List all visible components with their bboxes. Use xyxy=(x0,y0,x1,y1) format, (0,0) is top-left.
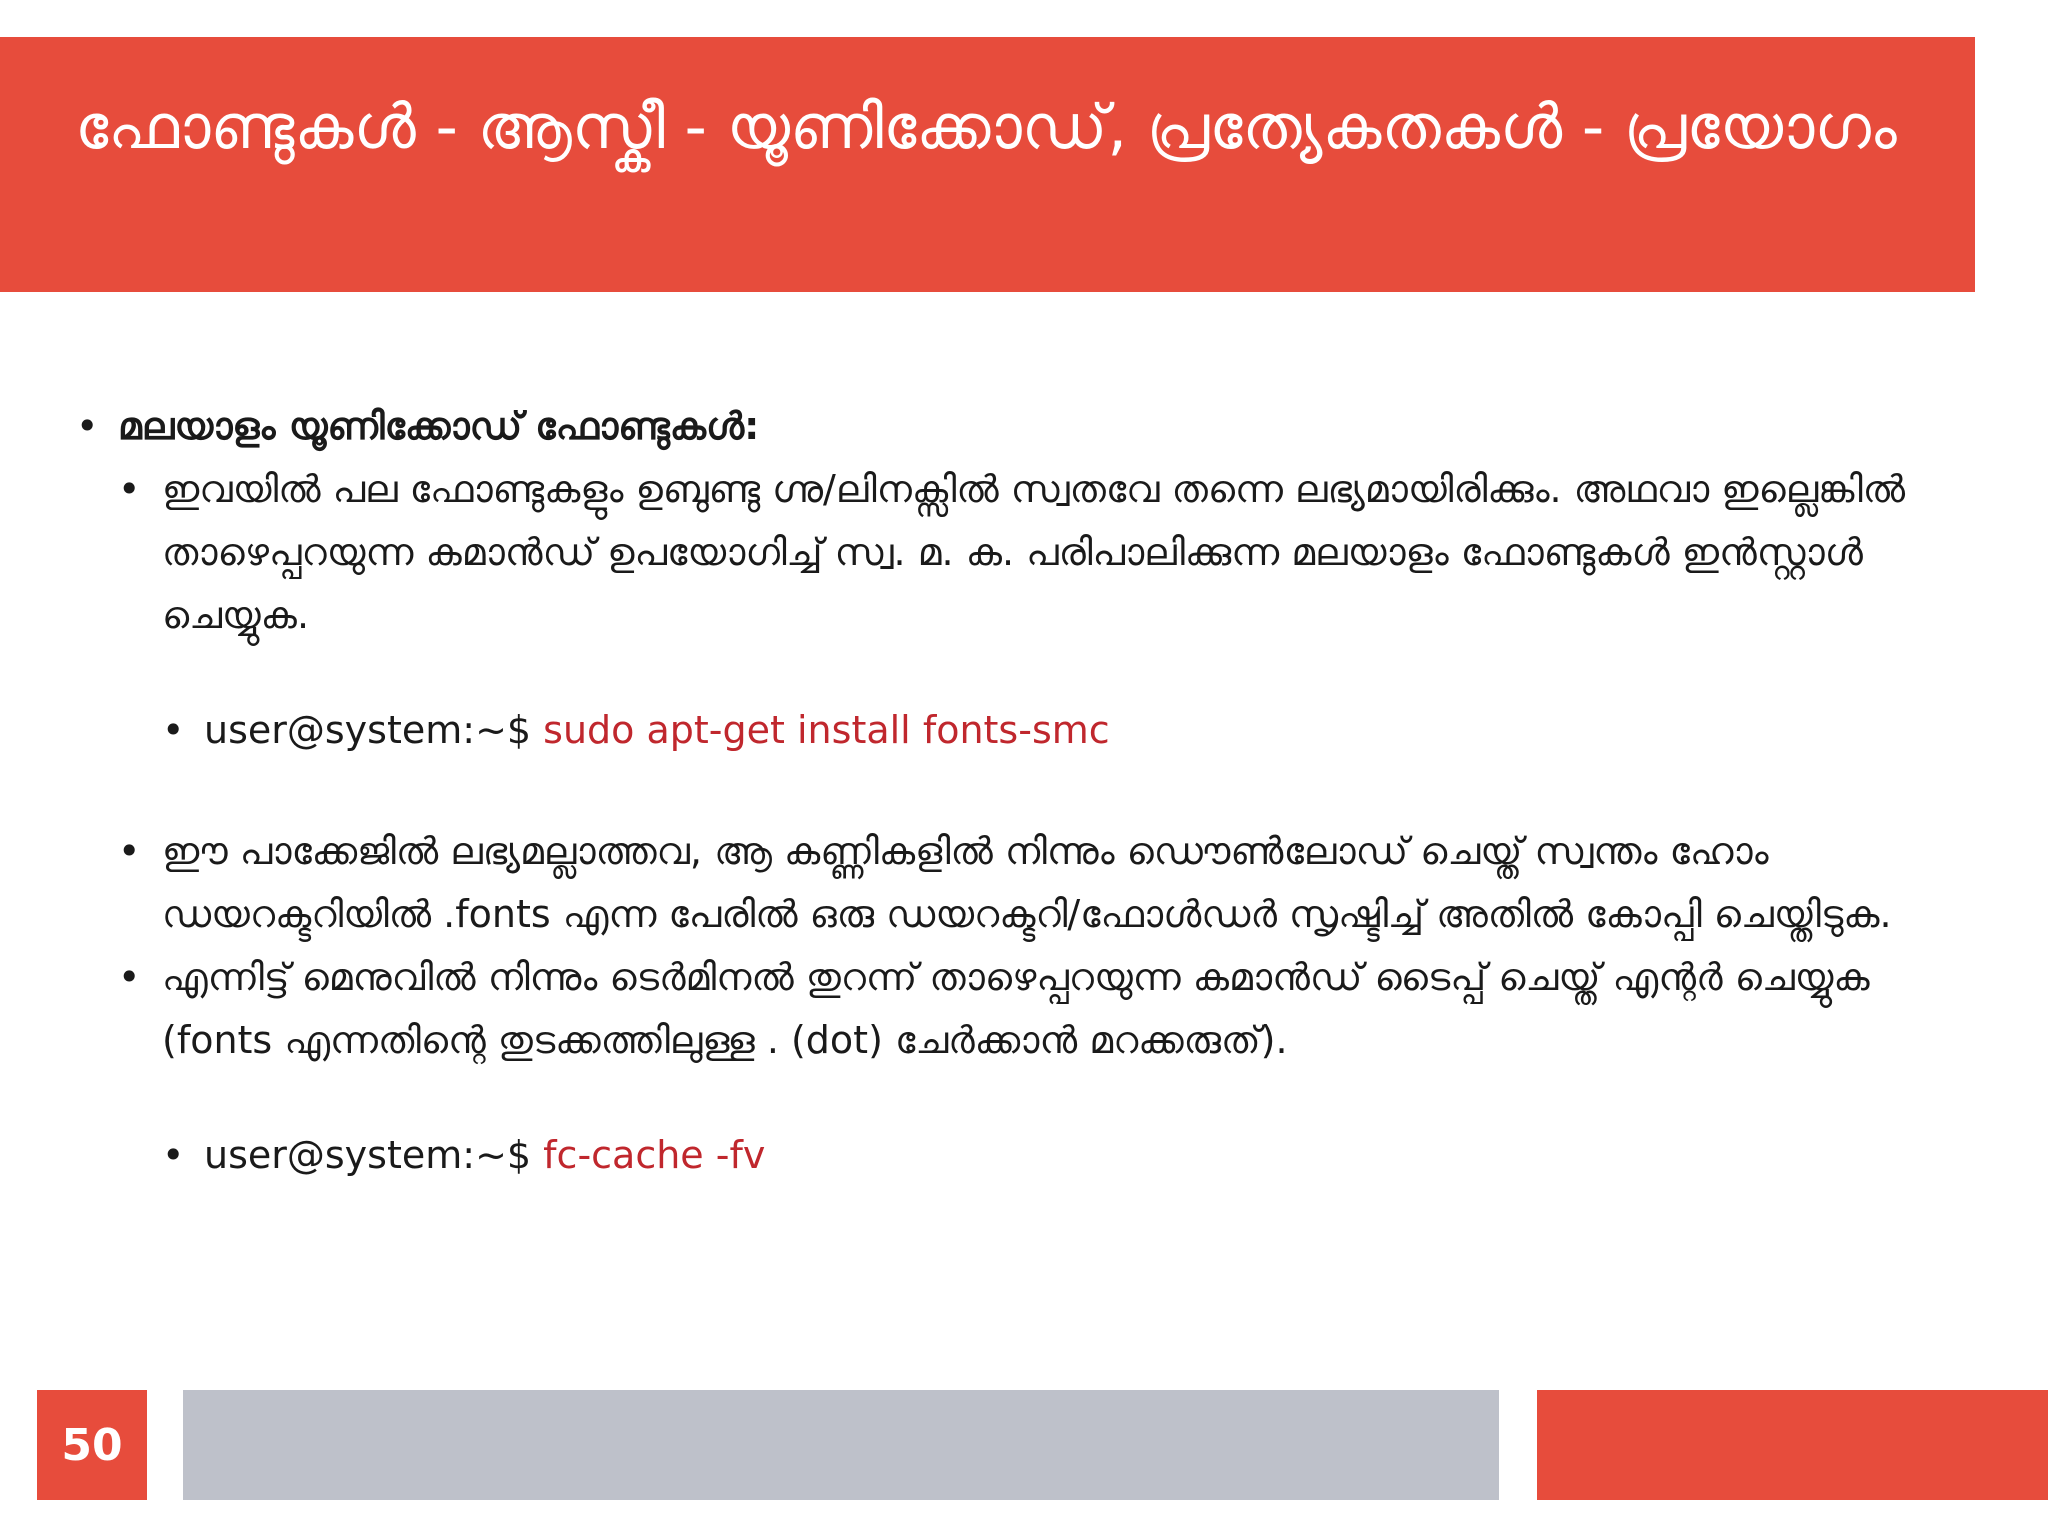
bullet-icon: • xyxy=(162,1133,185,1177)
page-number-box xyxy=(37,1390,147,1500)
bullet-icon: • xyxy=(118,467,141,511)
bullet-para3 xyxy=(114,946,1970,1072)
bullet-para1 xyxy=(114,458,1970,647)
bullet-icon: • xyxy=(76,404,99,448)
bullet-icon: • xyxy=(118,955,141,999)
bullet-para2-text: ഈ പാക്കേജിൽ ലഭ്യമല്ലാത്തവ, ആ കണ്ണികളിൽ നിന്നും ഡൌൺലോഡ് ചെയ്ത് സ്വന്തം ഹോം ഡയറക്ടറിയിൽ .fonts എന്ന പേരിൽ ഒരു ഡയറക്ടറി/ഫോൾഡർ സൃഷ്ടിച്ച് അതിൽ കോപ്പി ചെയ്തിടുക. xyxy=(162,829,1892,936)
command-prompt: user@system:~$ xyxy=(204,1133,544,1177)
footer-bar-gray xyxy=(183,1390,1499,1500)
command-text: fc-cache -fv xyxy=(543,1133,766,1177)
bullet-para2 xyxy=(114,820,1970,946)
bullet-para3-text: എന്നിട്ട് മെനുവിൽ നിന്നും ടെർമിനൽ തുറന്ന് താഴെപ്പറയുന്ന കമാൻഡ് ടൈപ്പ് ചെയ്ത് എന്റർ ചെയ്യുക (fonts എന്നതിന്റെ തുടക്കത്തിലുള്ള . (dot) ചേർക്കാൻ മറക്കരുത്). xyxy=(162,955,1870,1062)
bullet-heading-text: മലയാളം യൂണിക്കോഡ് ഫോണ്ടുകൾ: xyxy=(118,404,760,448)
bullet-heading xyxy=(70,395,1970,458)
page-number: 50 xyxy=(61,1419,123,1471)
footer-bar-red xyxy=(1537,1390,2048,1500)
bullet-command2 xyxy=(158,1124,1970,1187)
slide-content xyxy=(70,395,1970,1187)
slide-title: ഫോണ്ടുകൾ - ആസ്കീ - യൂണിക്കോഡ്, പ്രത്യേകതകൾ - പ്രയോഗം xyxy=(75,90,1897,163)
bullet-icon: • xyxy=(118,829,141,873)
slide-title-bar xyxy=(0,37,1975,292)
bullet-icon: • xyxy=(162,708,185,752)
bullet-command1 xyxy=(158,699,1970,762)
bullet-para1-text: ഇവയിൽ പല ഫോണ്ടുകളും ഉബുണ്ടു ഗ്നു/ലിനക്സിൽ സ്വതവേ തന്നെ ലഭ്യമായിരിക്കും. അഥവാ ഇല്ലെങ്കിൽ താഴെപ്പറയുന്ന കമാൻഡ് ഉപയോഗിച്ച് സ്വ. മ. ക. പരിപാലിക്കുന്ന മലയാളം ഫോണ്ടുകൾ ഇൻസ്റ്റാൾ ചെയ്യുക. xyxy=(162,467,1906,637)
command-prompt: user@system:~$ xyxy=(204,708,544,752)
command-text: sudo apt-get install fonts-smc xyxy=(543,708,1110,752)
